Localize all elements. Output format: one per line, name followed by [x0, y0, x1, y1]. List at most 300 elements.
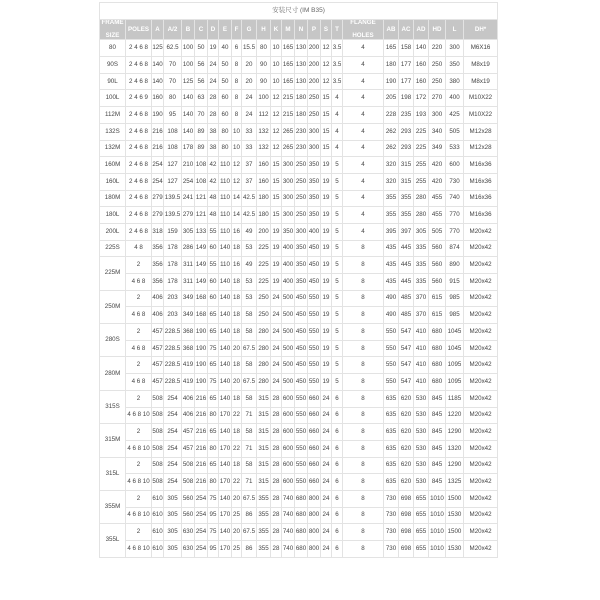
cell-T: 6	[332, 407, 343, 424]
cell-poles: 2 4 6 8	[126, 73, 152, 90]
cell-E: 170	[219, 541, 232, 558]
cell-F: 20	[232, 490, 242, 507]
cell-F: 20	[232, 374, 242, 391]
cell-C: 108	[195, 157, 208, 174]
cell-P: 660	[308, 474, 321, 491]
cell-AC: 445	[399, 274, 414, 291]
cell-E: 140	[219, 357, 232, 374]
cell-AB: 550	[384, 374, 399, 391]
cell-A: 508	[152, 407, 164, 424]
cell-L: 1185	[446, 390, 464, 407]
cell-P: 350	[308, 207, 321, 224]
cell-F: 18	[232, 424, 242, 441]
cell-flange-holes: 8	[343, 424, 384, 441]
cell-T: 4	[332, 123, 343, 140]
cell-AB: 635	[384, 390, 399, 407]
cell-N: 450	[295, 307, 308, 324]
cell-flange-holes: 4	[343, 57, 384, 74]
cell-AD: 530	[414, 424, 429, 441]
cell-H: 315	[257, 440, 271, 457]
cell-S: 24	[321, 524, 332, 541]
cell-frame: 280M	[100, 357, 126, 390]
cell-F: 18	[232, 390, 242, 407]
cell-DH: M20x42	[464, 440, 498, 457]
cell-T: 6	[332, 524, 343, 541]
cell-HD: 1010	[429, 524, 446, 541]
cell-T: 6	[332, 541, 343, 558]
cell-D: 65	[208, 307, 219, 324]
cell-G: 67.5	[242, 374, 257, 391]
cell-A: 457	[152, 357, 164, 374]
header-G: G	[242, 20, 257, 40]
cell-A: 356	[152, 240, 164, 257]
cell-AD: 280	[414, 190, 429, 207]
cell-T: 3.5	[332, 73, 343, 90]
cell-P: 200	[308, 40, 321, 57]
cell-N: 250	[295, 207, 308, 224]
cell-D: 24	[208, 57, 219, 74]
cell-HD: 270	[429, 90, 446, 107]
cell-A2: 305	[164, 524, 182, 541]
header-H: H	[257, 20, 271, 40]
cell-A: 254	[152, 157, 164, 174]
cell-E: 40	[219, 40, 232, 57]
cell-S: 19	[321, 274, 332, 291]
cell-poles: 2 4 6 8	[126, 207, 152, 224]
cell-flange-holes: 8	[343, 240, 384, 257]
table-row	[100, 140, 498, 157]
cell-A2: 203	[164, 307, 182, 324]
cell-DH: M20x42	[464, 257, 498, 274]
cell-A: 508	[152, 457, 164, 474]
cell-HD: 845	[429, 407, 446, 424]
cell-E: 140	[219, 324, 232, 341]
cell-S: 24	[321, 474, 332, 491]
cell-F: 10	[232, 123, 242, 140]
cell-HD: 845	[429, 440, 446, 457]
cell-DH: M20x42	[464, 524, 498, 541]
cell-M: 600	[282, 457, 295, 474]
cell-AB: 395	[384, 223, 399, 240]
cell-L: 1320	[446, 440, 464, 457]
cell-P: 450	[308, 274, 321, 291]
cell-B: 100	[182, 57, 195, 74]
cell-M: 400	[282, 274, 295, 291]
cell-B: 508	[182, 474, 195, 491]
cell-L: 985	[446, 307, 464, 324]
cell-H: 160	[257, 173, 271, 190]
cell-poles: 2	[126, 357, 152, 374]
cell-flange-holes: 8	[343, 307, 384, 324]
cell-G: 42.5	[242, 207, 257, 224]
cell-S: 24	[321, 440, 332, 457]
cell-K: 28	[271, 541, 282, 558]
cell-B: 286	[182, 240, 195, 257]
cell-flange-holes: 8	[343, 457, 384, 474]
cell-T: 4	[332, 90, 343, 107]
cell-AB: 190	[384, 73, 399, 90]
cell-AC: 547	[399, 374, 414, 391]
cell-HD: 420	[429, 157, 446, 174]
cell-flange-holes: 8	[343, 257, 384, 274]
cell-AC: 698	[399, 507, 414, 524]
cell-H: 132	[257, 140, 271, 157]
cell-DH: M16x36	[464, 157, 498, 174]
cell-E: 110	[219, 157, 232, 174]
cell-L: 380	[446, 73, 464, 90]
cell-L: 400	[446, 90, 464, 107]
cell-DH: M10X22	[464, 107, 498, 124]
cell-S: 24	[321, 541, 332, 558]
cell-frame: 355L	[100, 524, 126, 557]
cell-DH: M20x42	[464, 390, 498, 407]
cell-S: 19	[321, 357, 332, 374]
cell-M: 350	[282, 223, 295, 240]
cell-L: 770	[446, 223, 464, 240]
cell-AB: 635	[384, 440, 399, 457]
cell-A2: 228.5	[164, 324, 182, 341]
cell-B: 508	[182, 457, 195, 474]
cell-flange-holes: 8	[343, 440, 384, 457]
cell-T: 6	[332, 507, 343, 524]
cell-poles: 2	[126, 324, 152, 341]
cell-flange-holes: 4	[343, 107, 384, 124]
cell-A2: 62.5	[164, 40, 182, 57]
cell-AB: 635	[384, 424, 399, 441]
cell-AD: 530	[414, 457, 429, 474]
cell-flange-holes: 4	[343, 140, 384, 157]
cell-S: 15	[321, 107, 332, 124]
cell-E: 50	[219, 57, 232, 74]
cell-frame: 225S	[100, 240, 126, 257]
cell-N: 230	[295, 123, 308, 140]
cell-AB: 228	[384, 107, 399, 124]
cell-E: 140	[219, 424, 232, 441]
cell-A: 406	[152, 307, 164, 324]
cell-C: 149	[195, 274, 208, 291]
cell-G: 58	[242, 457, 257, 474]
cell-T: 5	[332, 324, 343, 341]
cell-A2: 305	[164, 541, 182, 558]
cell-C: 254	[195, 541, 208, 558]
cell-H: 315	[257, 474, 271, 491]
cell-poles: 2	[126, 290, 152, 307]
cell-frame: 160L	[100, 173, 126, 190]
cell-G: 37	[242, 157, 257, 174]
cell-AD: 305	[414, 223, 429, 240]
cell-B: 254	[182, 173, 195, 190]
cell-A: 279	[152, 190, 164, 207]
cell-A2: 305	[164, 490, 182, 507]
cell-F: 8	[232, 57, 242, 74]
cell-HD: 680	[429, 374, 446, 391]
cell-P: 550	[308, 290, 321, 307]
cell-flange-holes: 4	[343, 40, 384, 57]
table-row	[100, 424, 498, 441]
cell-B: 241	[182, 190, 195, 207]
cell-L: 890	[446, 257, 464, 274]
cell-L: 1220	[446, 407, 464, 424]
cell-AB: 635	[384, 474, 399, 491]
cell-HD: 845	[429, 457, 446, 474]
cell-H: 315	[257, 457, 271, 474]
table-row	[100, 324, 498, 341]
table-row	[100, 257, 498, 274]
cell-poles: 2	[126, 424, 152, 441]
table-row	[100, 73, 498, 90]
cell-T: 6	[332, 424, 343, 441]
cell-L: 1290	[446, 457, 464, 474]
cell-E: 170	[219, 507, 232, 524]
cell-flange-holes: 4	[343, 223, 384, 240]
cell-flange-holes: 4	[343, 73, 384, 90]
cell-M: 165	[282, 73, 295, 90]
cell-P: 660	[308, 424, 321, 441]
cell-L: 770	[446, 207, 464, 224]
cell-S: 15	[321, 140, 332, 157]
cell-M: 740	[282, 524, 295, 541]
cell-F: 22	[232, 407, 242, 424]
cell-M: 500	[282, 324, 295, 341]
cell-DH: M20x42	[464, 340, 498, 357]
cell-AB: 320	[384, 157, 399, 174]
cell-K: 28	[271, 490, 282, 507]
cell-frame: 132M	[100, 140, 126, 157]
cell-T: 5	[332, 257, 343, 274]
header-E: E	[219, 20, 232, 40]
cell-E: 170	[219, 440, 232, 457]
cell-D: 28	[208, 107, 219, 124]
cell-H: 225	[257, 257, 271, 274]
cell-B: 178	[182, 140, 195, 157]
cell-AD: 530	[414, 440, 429, 457]
cell-AD: 530	[414, 474, 429, 491]
cell-B: 406	[182, 390, 195, 407]
cell-C: 108	[195, 173, 208, 190]
cell-M: 165	[282, 40, 295, 57]
cell-C: 121	[195, 207, 208, 224]
cell-A2: 178	[164, 240, 182, 257]
cell-A2: 108	[164, 140, 182, 157]
cell-DH: M20x42	[464, 290, 498, 307]
cell-G: 20	[242, 73, 257, 90]
cell-K: 24	[271, 324, 282, 341]
cell-T: 6	[332, 390, 343, 407]
cell-L: 1500	[446, 490, 464, 507]
cell-C: 121	[195, 190, 208, 207]
cell-C: 190	[195, 324, 208, 341]
cell-AB: 165	[384, 40, 399, 57]
cell-AD: 370	[414, 290, 429, 307]
cell-AD: 410	[414, 324, 429, 341]
header-B: B	[182, 20, 195, 40]
cell-B: 368	[182, 340, 195, 357]
cell-N: 550	[295, 457, 308, 474]
cell-AB: 205	[384, 90, 399, 107]
cell-H: 355	[257, 541, 271, 558]
cell-AC: 235	[399, 107, 414, 124]
header-P: P	[308, 20, 321, 40]
cell-H: 280	[257, 340, 271, 357]
cell-E: 140	[219, 524, 232, 541]
table-row	[100, 190, 498, 207]
cell-DH: M20x42	[464, 374, 498, 391]
cell-A2: 108	[164, 123, 182, 140]
cell-DH: M10X22	[464, 90, 498, 107]
cell-AC: 698	[399, 490, 414, 507]
cell-E: 110	[219, 207, 232, 224]
cell-flange-holes: 4	[343, 123, 384, 140]
cell-DH: M12x28	[464, 140, 498, 157]
cell-P: 450	[308, 257, 321, 274]
cell-AC: 547	[399, 357, 414, 374]
cell-K: 28	[271, 524, 282, 541]
cell-H: 112	[257, 107, 271, 124]
cell-HD: 680	[429, 324, 446, 341]
cell-F: 16	[232, 257, 242, 274]
cell-HD: 349	[429, 140, 446, 157]
cell-AB: 435	[384, 257, 399, 274]
cell-G: 67.5	[242, 524, 257, 541]
cell-A: 216	[152, 140, 164, 157]
cell-AC: 315	[399, 157, 414, 174]
cell-K: 19	[271, 240, 282, 257]
cell-P: 200	[308, 73, 321, 90]
cell-N: 450	[295, 290, 308, 307]
cell-frame: 280S	[100, 324, 126, 357]
cell-DH: M20x42	[464, 541, 498, 558]
cell-AC: 158	[399, 40, 414, 57]
cell-T: 5	[332, 374, 343, 391]
cell-HD: 845	[429, 474, 446, 491]
cell-N: 130	[295, 73, 308, 90]
cell-AB: 355	[384, 207, 399, 224]
cell-L: 1530	[446, 541, 464, 558]
cell-C: 216	[195, 440, 208, 457]
cell-H: 315	[257, 424, 271, 441]
cell-F: 10	[232, 140, 242, 157]
cell-K: 28	[271, 390, 282, 407]
table-row	[100, 524, 498, 541]
cell-A: 216	[152, 123, 164, 140]
cell-B: 560	[182, 507, 195, 524]
cell-AD: 530	[414, 390, 429, 407]
cell-DH: M20x42	[464, 357, 498, 374]
cell-E: 140	[219, 240, 232, 257]
cell-T: 6	[332, 474, 343, 491]
cell-B: 100	[182, 40, 195, 57]
cell-T: 5	[332, 207, 343, 224]
cell-AC: 547	[399, 340, 414, 357]
cell-T: 4	[332, 107, 343, 124]
cell-G: 53	[242, 240, 257, 257]
cell-C: 216	[195, 407, 208, 424]
cell-poles: 4 6 8 10	[126, 474, 152, 491]
cell-D: 75	[208, 490, 219, 507]
cell-flange-holes: 8	[343, 340, 384, 357]
cell-D: 80	[208, 440, 219, 457]
cell-K: 19	[271, 223, 282, 240]
cell-poles: 4 6 8	[126, 307, 152, 324]
cell-F: 25	[232, 541, 242, 558]
cell-D: 75	[208, 524, 219, 541]
cell-M: 165	[282, 57, 295, 74]
cell-A: 610	[152, 490, 164, 507]
cell-AC: 445	[399, 257, 414, 274]
cell-L: 1530	[446, 507, 464, 524]
header-AD: AD	[414, 20, 429, 40]
cell-P: 550	[308, 340, 321, 357]
cell-frame: 250M	[100, 290, 126, 323]
cell-K: 12	[271, 140, 282, 157]
cell-HD: 250	[429, 73, 446, 90]
cell-M: 740	[282, 541, 295, 558]
cell-B: 140	[182, 123, 195, 140]
cell-K: 19	[271, 274, 282, 291]
cell-AD: 410	[414, 357, 429, 374]
cell-poles: 4 6 8 10	[126, 440, 152, 457]
cell-E: 60	[219, 107, 232, 124]
cell-AB: 355	[384, 190, 399, 207]
cell-poles: 4 6 8	[126, 374, 152, 391]
cell-AC: 445	[399, 240, 414, 257]
cell-K: 24	[271, 374, 282, 391]
cell-AD: 655	[414, 507, 429, 524]
cell-F: 18	[232, 290, 242, 307]
cell-frame: 132S	[100, 123, 126, 140]
cell-B: 349	[182, 307, 195, 324]
cell-N: 230	[295, 140, 308, 157]
cell-flange-holes: 8	[343, 524, 384, 541]
cell-C: 56	[195, 73, 208, 90]
cell-DH: M20x42	[464, 424, 498, 441]
cell-DH: M12x28	[464, 123, 498, 140]
cell-S: 24	[321, 457, 332, 474]
cell-F: 25	[232, 507, 242, 524]
cell-frame: 90S	[100, 57, 126, 74]
cell-P: 250	[308, 107, 321, 124]
cell-L: 985	[446, 290, 464, 307]
cell-A2: 139.5	[164, 190, 182, 207]
cell-B: 140	[182, 107, 195, 124]
cell-poles: 2	[126, 390, 152, 407]
cell-G: 53	[242, 274, 257, 291]
cell-D: 42	[208, 157, 219, 174]
cell-G: 86	[242, 541, 257, 558]
table-row	[100, 40, 498, 57]
cell-A: 508	[152, 424, 164, 441]
cell-A2: 254	[164, 407, 182, 424]
cell-S: 24	[321, 490, 332, 507]
cell-M: 300	[282, 190, 295, 207]
cell-L: 1290	[446, 424, 464, 441]
cell-P: 450	[308, 240, 321, 257]
cell-G: 33	[242, 140, 257, 157]
cell-B: 457	[182, 424, 195, 441]
table-title: 安装尺寸 (IM B35)	[100, 3, 498, 20]
cell-H: 100	[257, 90, 271, 107]
header-F: F	[232, 20, 242, 40]
cell-C: 190	[195, 374, 208, 391]
cell-D: 75	[208, 340, 219, 357]
cell-poles: 4 6 8 10	[126, 407, 152, 424]
cell-F: 8	[232, 90, 242, 107]
cell-N: 180	[295, 107, 308, 124]
cell-E: 110	[219, 190, 232, 207]
cell-H: 280	[257, 324, 271, 341]
cell-M: 600	[282, 390, 295, 407]
cell-C: 89	[195, 123, 208, 140]
